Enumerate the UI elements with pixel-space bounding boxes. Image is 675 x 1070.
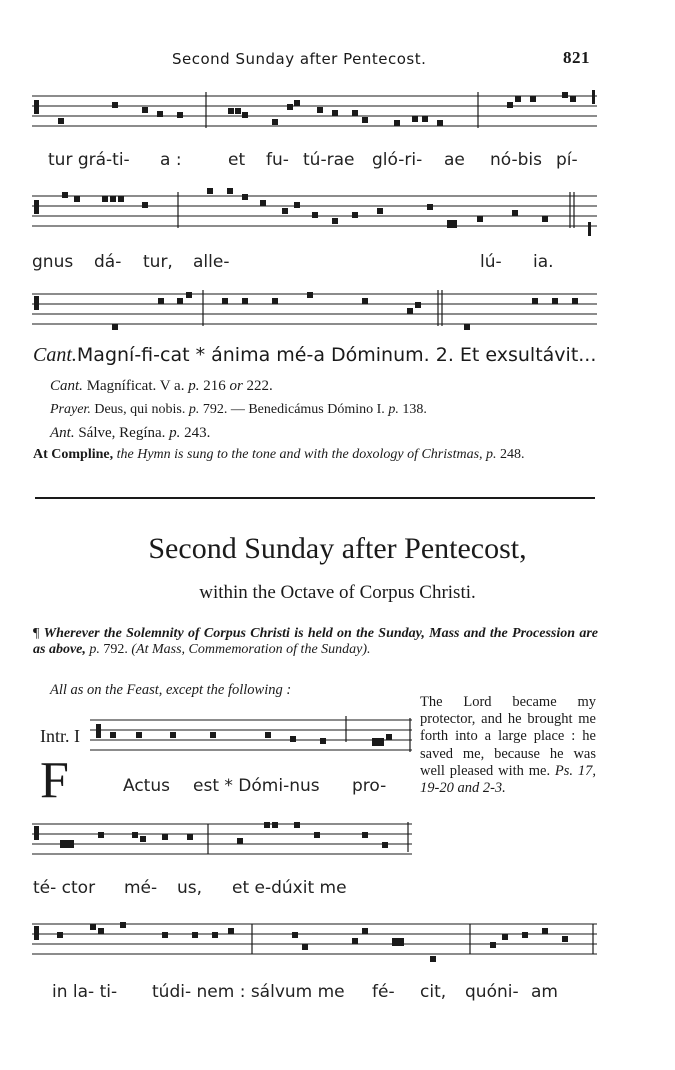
introit-translation: The Lord became my protector, and he brought me forth into a large place : he saved me, because he was well pleased with me. Ps. 17, 19-20 and 2-3. [420,694,597,797]
lyric: am [531,982,558,1002]
lyric: alle- [193,252,230,272]
running-header-title: Second Sunday after Pentecost. [172,50,427,68]
lyric: Actus [123,776,170,796]
lyric: pí- [556,150,578,170]
introit-staff-2 [32,812,412,868]
lyric: mé- [124,878,158,898]
rubric: ¶ Wherever the Solemnity of Corpus Christi is held on the Sunday, Mass and the Procession are as above, p. 792. (At Mass, Commemoration of the Sunday). [33,626,598,657]
lyric: et e-dúxit me [232,878,347,898]
lyric: cit, [420,982,447,1002]
lyric: fé- [372,982,395,1002]
lyric: túdi- nem : sálvum me [152,982,345,1002]
lyric: ae [444,150,465,170]
introit-staff-1 [90,712,412,762]
lyric: tur grá-ti- [48,150,130,170]
magnificat-text: Magní-fi-cat * ánima mé-a Dóminum. 2. Et exsultávit... [76,344,597,366]
all-as-note: All as on the Feast, except the following : [50,682,292,698]
lyric: et [228,150,246,170]
chant-staff-line-2 [32,182,597,242]
lyric: a : [160,150,182,170]
lyric: ia. [533,252,554,272]
lyric: pro- [352,776,387,796]
chant-staff-line-3 [32,286,597,336]
lyric: nó-bis [490,150,542,170]
note-ant: Ant. Sálve, Regína. p. 243. [50,425,211,441]
lyric: fu- [266,150,289,170]
lyric: tur, [143,252,173,272]
lyric: gló-ri- [372,150,423,170]
chant-staff-line-1 [32,82,597,142]
lyric: tú-rae [303,150,355,170]
section-subtitle: within the Octave of Corpus Christi. [199,582,476,603]
lyric: gnus [32,252,74,272]
lyric: us, [177,878,203,898]
section-title: Second Sunday after Pentecost, [148,532,527,565]
introit-label: Intr. I [40,726,80,746]
note-prayer: Prayer. Deus, qui nobis. p. 792. — Benedicámus Dómino I. p. 138. [50,402,427,417]
lyric: quóni- [465,982,519,1002]
introit-initial: F [40,752,69,809]
lyric: lú- [480,252,502,272]
note-compline: At Compline, the Hymn is sung to the tone and with the doxology of Christmas, p. 248. [33,447,525,462]
introit-staff-3 [32,912,597,974]
lyric: dá- [94,252,122,272]
note-cant: Cant. Magníficat. V a. p. 216 or 222. [50,378,273,394]
lyric: in la- ti- [52,982,118,1002]
section-divider [35,497,595,499]
magnificat-lyric-line [33,344,596,367]
lyric: est * Dómi-nus [193,776,320,796]
page-number: 821 [563,48,590,67]
cant-label: Cant. [33,344,77,366]
lyric: té- ctor [33,878,96,898]
